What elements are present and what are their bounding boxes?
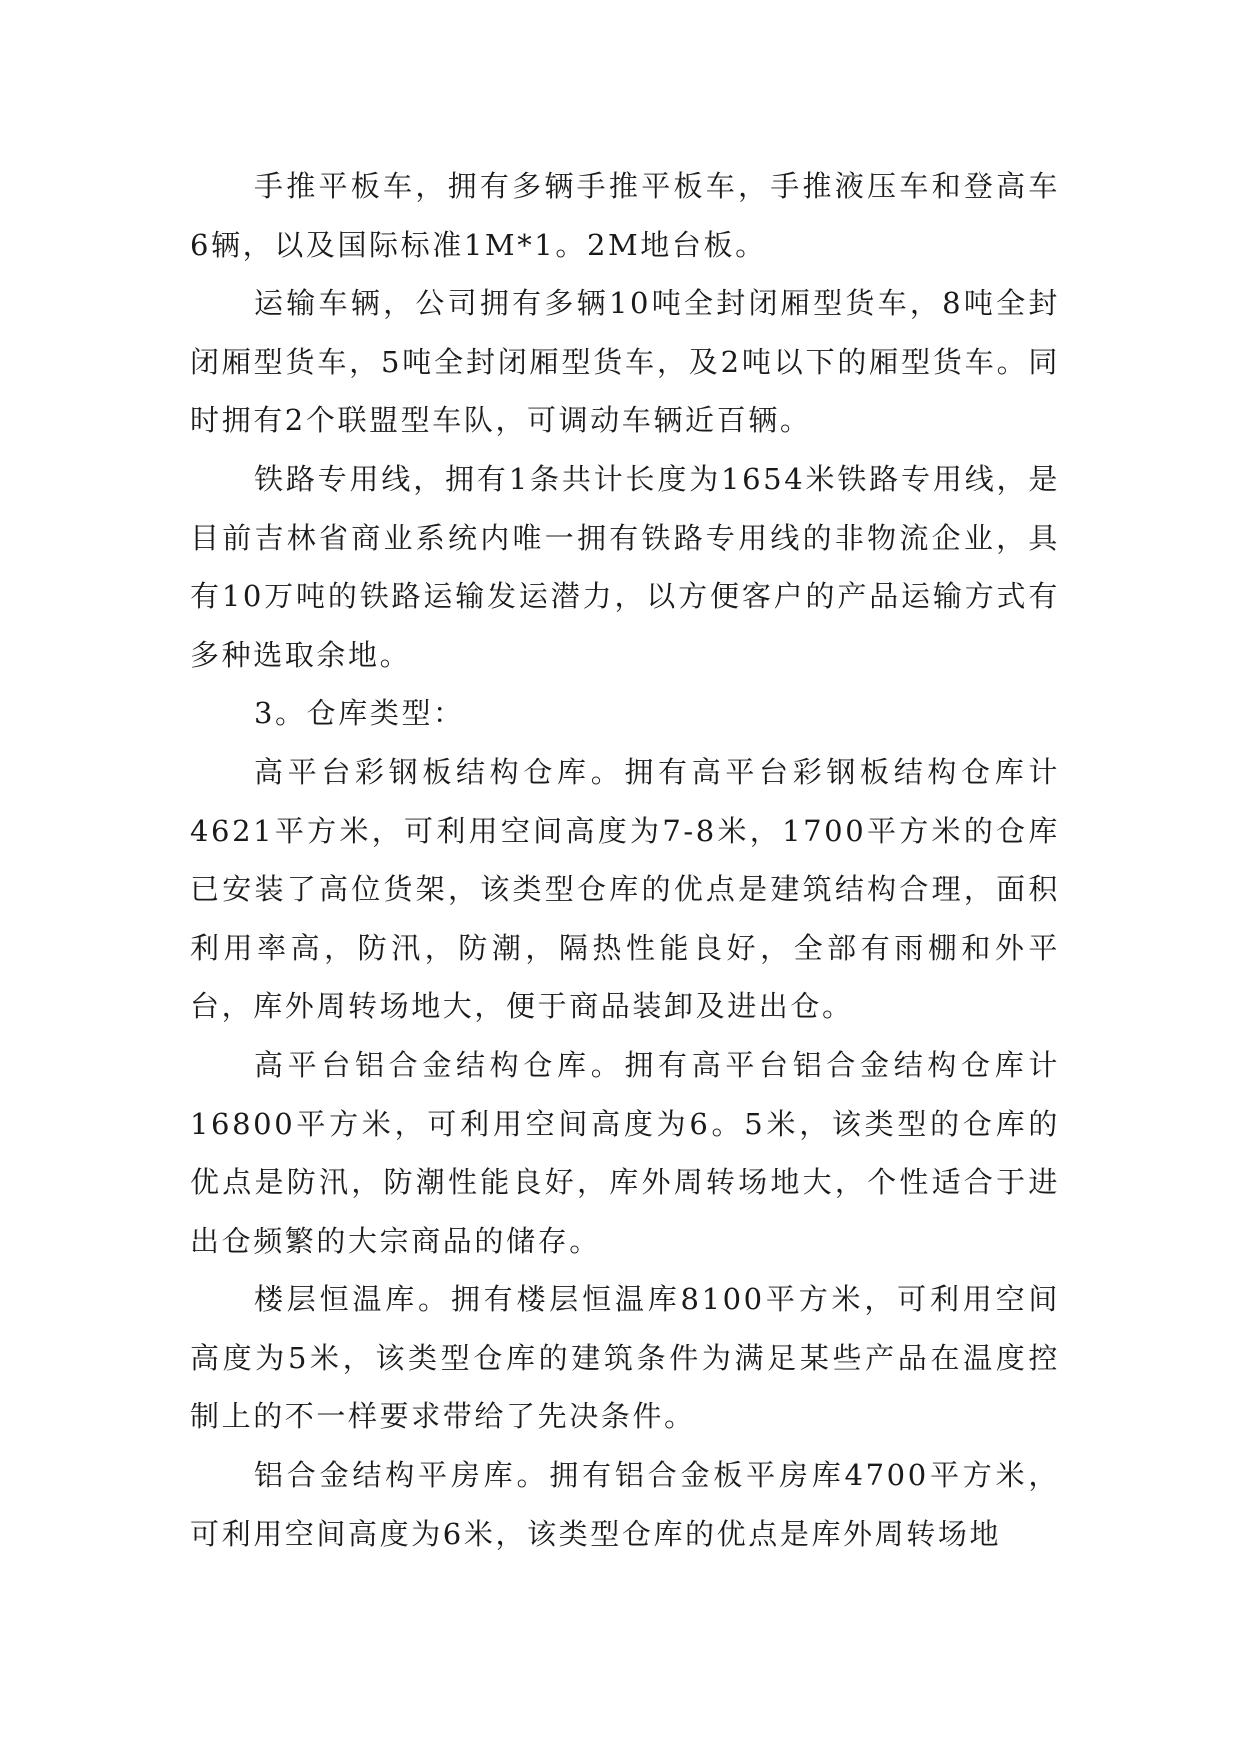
document-body bbox=[190, 157, 1060, 1563]
paragraph-aluminum-alloy-warehouse: 高平台铝合金结构仓库。拥有高平台铝合金结构仓库计16800平方米，可利用空间高度为6。5米，该类型的仓库的优点是防汛，防潮性能良好，库外周转场地大，个性适合于进出仓频繁的大宗商品的储存。 bbox=[190, 1047, 1060, 1258]
paragraph-railway-line: 铁路专用线，拥有1条共计长度为1654米铁路专用线，是目前吉林省商业系统内唯一拥有铁路专用线的非物流企业，具有10万吨的铁路运输发运潜力，以方便客户的产品运输方式有多种选取余地。 bbox=[190, 461, 1060, 672]
paragraph-constant-temperature-warehouse: 楼层恒温库。拥有楼层恒温库8100平方米，可利用空间高度为5米，该类型仓库的建筑条件为满足某些产品在温度控制上的不一样要求带给了先决条件。 bbox=[190, 1282, 1060, 1434]
paragraph-transport-vehicles: 运输车辆，公司拥有多辆10吨全封闭厢型货车，8吨全封闭厢型货车，5吨全封闭厢型货车，及2吨以下的厢型货车。同时拥有2个联盟型车队，可调动车辆近百辆。 bbox=[190, 286, 1060, 438]
paragraph-aluminum-bungalow-warehouse: 铝合金结构平房库。拥有铝合金板平房库4700平方米，可利用空间高度为6米，该类型仓库的优点是库外周转场地 bbox=[190, 1458, 1060, 1551]
section-heading-warehouse-types: 3。仓库类型： bbox=[254, 696, 465, 731]
paragraph-color-steel-warehouse: 高平台彩钢板结构仓库。拥有高平台彩钢板结构仓库计4621平方米，可利用空间高度为7-8米，1700平方米的仓库已安装了高位货架，该类型仓库的优点是建筑结构合理，面积利用率高，防汛，防潮，隔热性能良好，全部有雨棚和外平台，库外周转场地大，便于商品装卸及进出仓。 bbox=[190, 754, 1060, 1024]
paragraph-flatbed-carts: 手推平板车，拥有多辆手推平板车，手推液压车和登高车6辆，以及国际标准1M*1。2M地台板。 bbox=[190, 169, 1060, 262]
